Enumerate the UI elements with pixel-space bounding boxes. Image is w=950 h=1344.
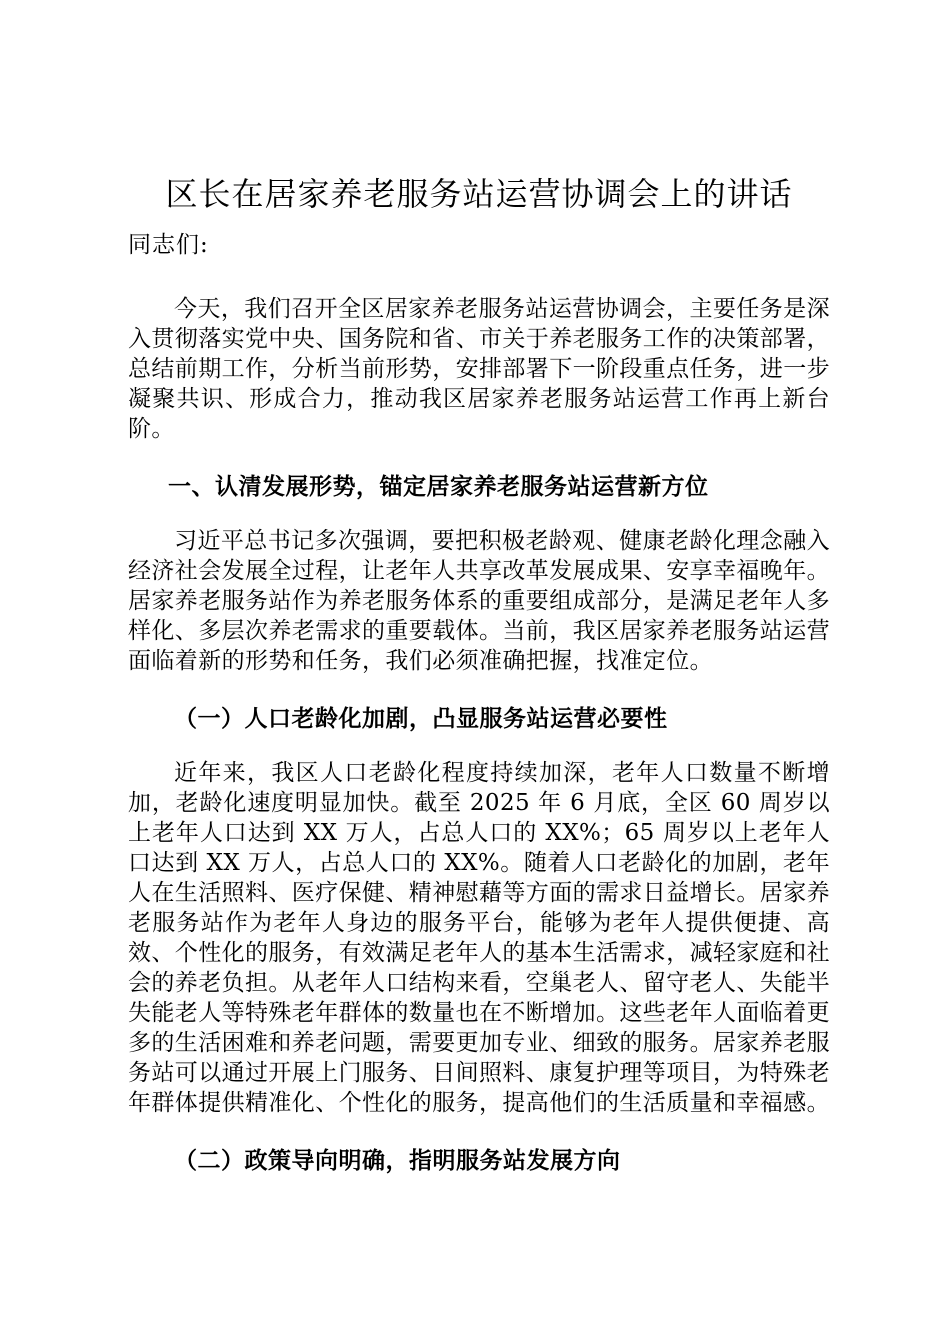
document-title: 区长在居家养老服务站运营协调会上的讲话 — [165, 175, 793, 213]
subsection-heading-2: （二）政策导向明确，指明服务站发展方向 — [174, 1147, 621, 1174]
paragraph-section-1: 习近平总书记多次强调，要把积极老龄观、健康老龄化理念融入经济社会发展全过程，让老年人共享改革发展成果、安享幸福晚年。居家养老服务站作为养老服务体系的重要组成部分，是满足老年人多样化、多层次养老需求的重要载体。当前，我区居家养老服务站运营面临着新的形势和任务，我们必须准确把握，找准定位。 — [128, 528, 830, 674]
subsection-heading-1: （一）人口老龄化加剧，凸显服务站运营必要性 — [174, 705, 668, 732]
paragraph-intro: 今天，我们召开全区居家养老服务站运营协调会，主要任务是深入贯彻落实党中央、国务院和省、市关于养老服务工作的决策部署，总结前期工作，分析当前形势，安排部署下一阶段重点任务，进一步凝聚共识、形成合力，推动我区居家养老服务站运营工作再上新台阶。 — [128, 296, 830, 442]
salutation: 同志们: — [128, 232, 209, 258]
section-heading-1: 一、认清发展形势，锚定居家养老服务站运营新方位 — [168, 473, 709, 500]
document-body — [128, 168, 830, 1200]
paragraph-subsection-1: 近年来，我区人口老龄化程度持续加深，老年人口数量不断增加，老龄化速度明显加快。截至 2025 年 6 月底，全区 60 周岁以上老年人口达到 XX 万人，占总人口的 XX%；65 周岁以上老年人口达到 XX 万人，占总人口的 XX%。随着人口老龄化的加剧，老年人在生活照料、医疗保健、精神慰藉等方面的需求日益增长。居家养老服务站作为老年人身边的服务平台，能够为老年人提供便捷、高效、个性化的服务，有效满足老年人的基本生活需求，减轻家庭和社会的养老负担。从老年人口结构来看，空巢老人、留守老人、失能半失能老人等特殊老年群体的数量也在不断增加。这些老年人面临着更多的生活困难和养老问题，需要更加专业、细致的服务。居家养老服务站可以通过开展上门服务、日间照料、康复护理等项目，为特殊老年群体提供精准化、个性化的服务，提高他们的生活质量和幸福感。 — [128, 760, 830, 1116]
